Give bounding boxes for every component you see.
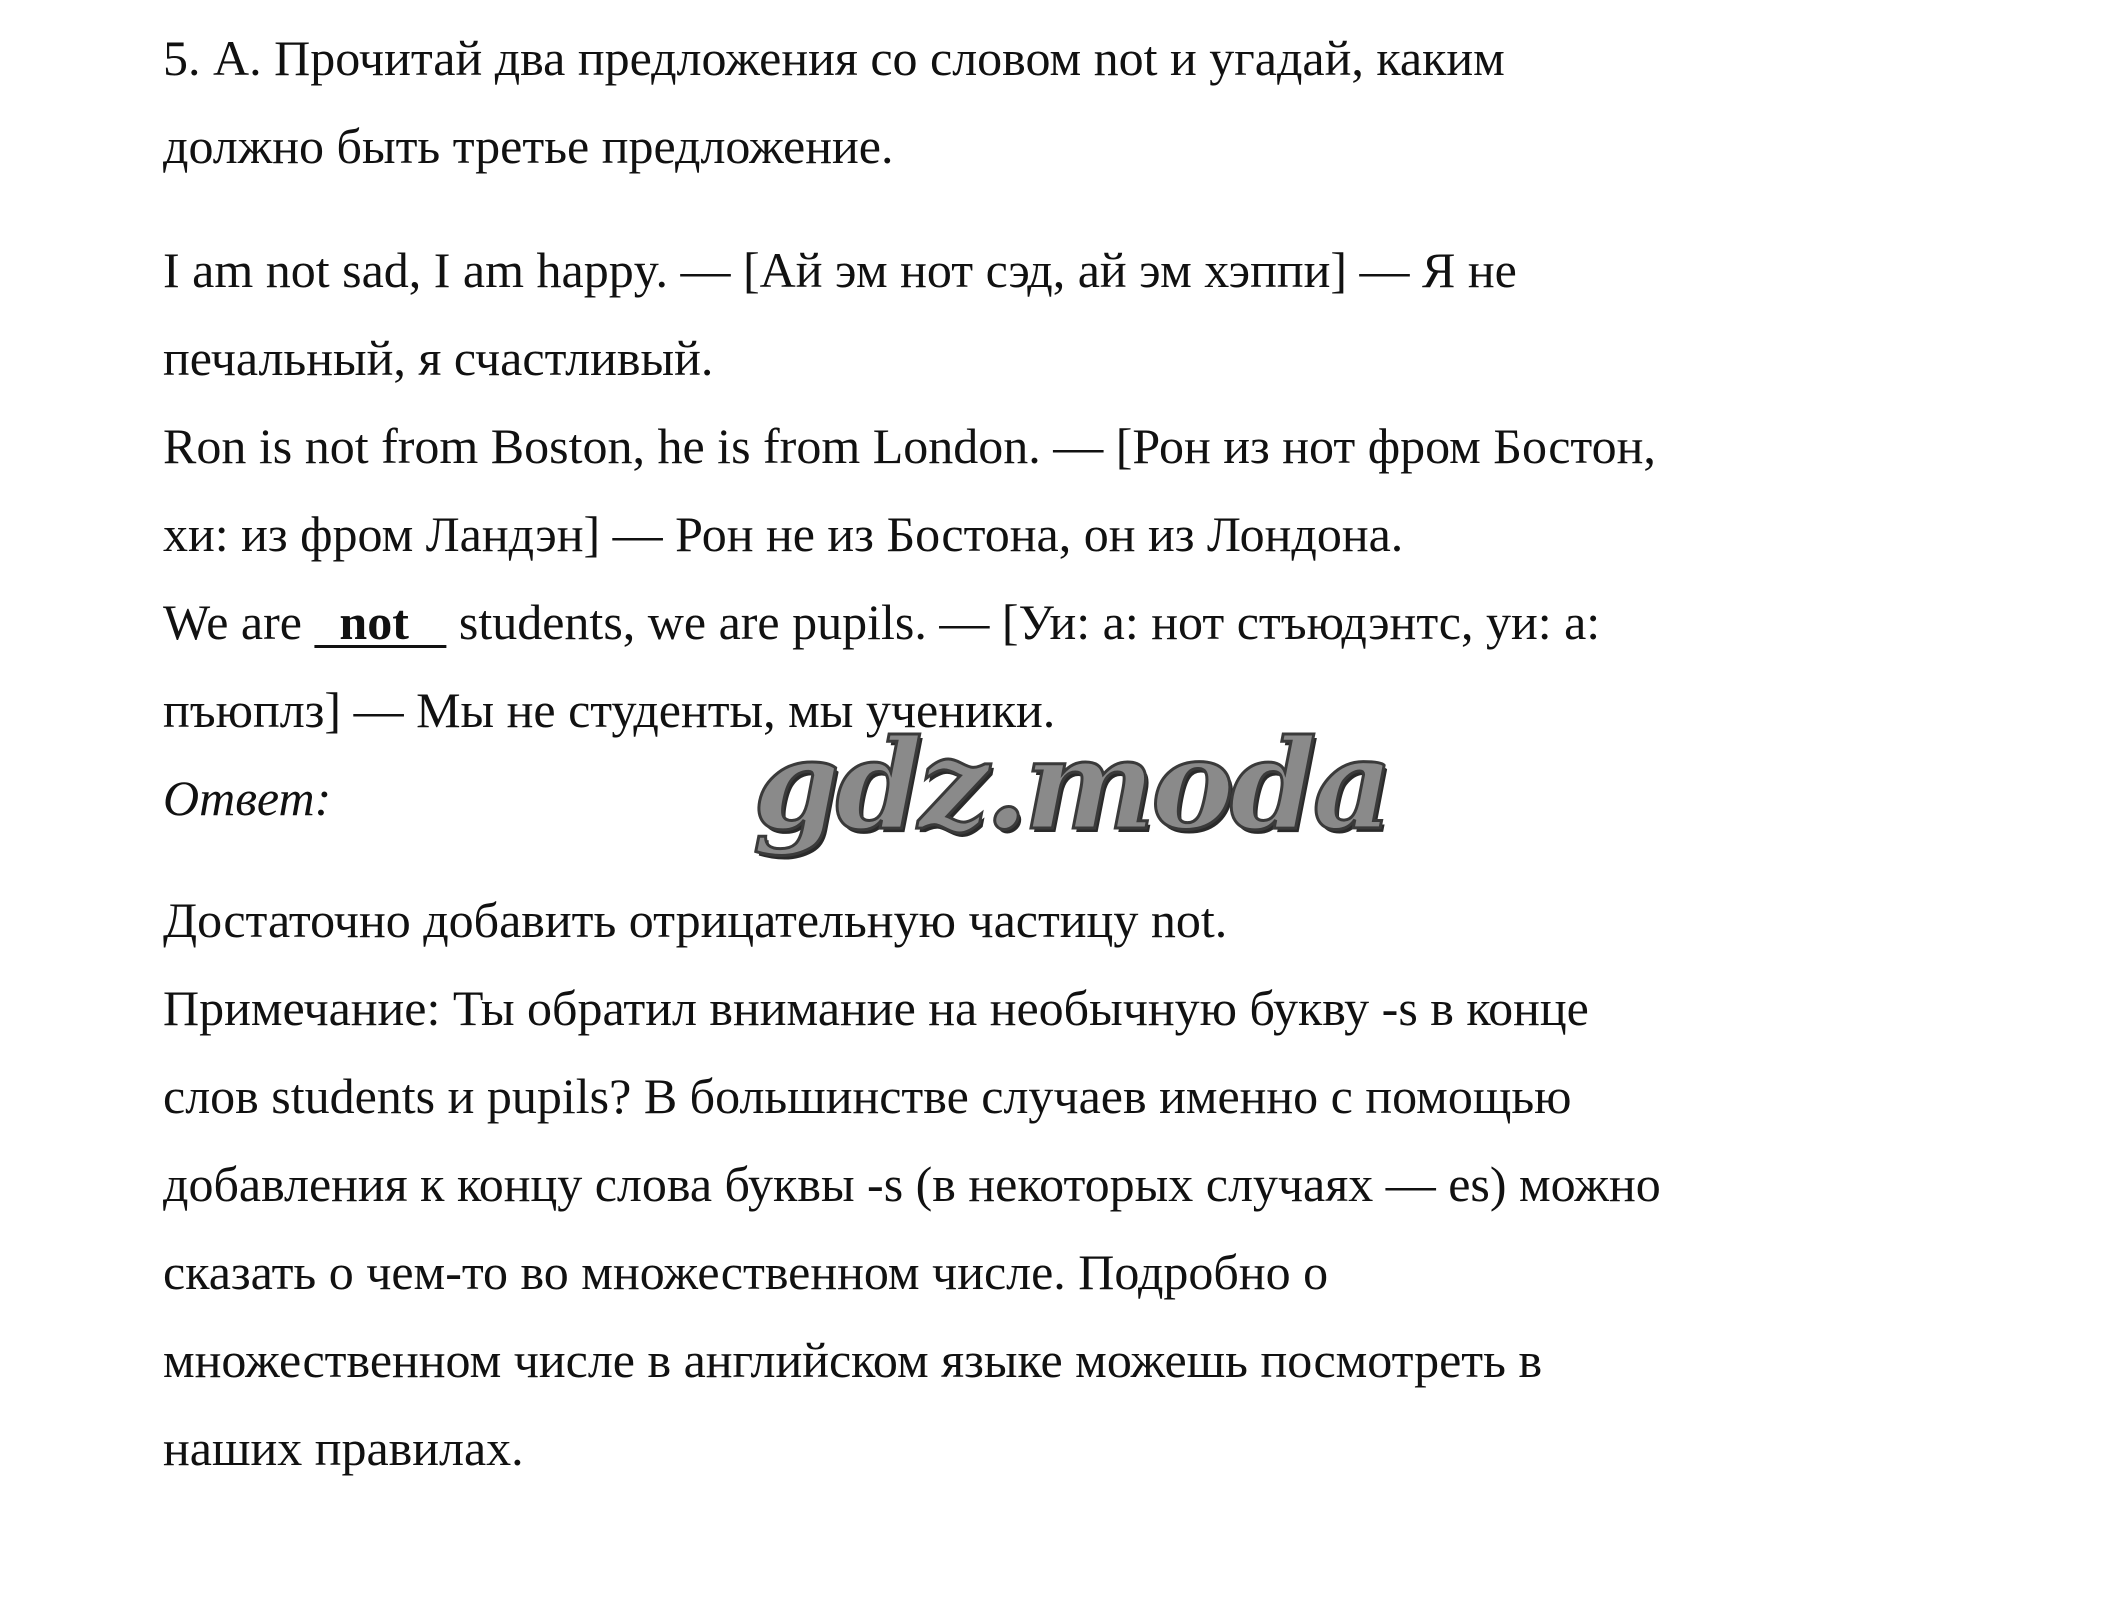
answer-line-1: Достаточно добавить отрицательную частицу not. xyxy=(163,892,1228,948)
example-1-line-2: печальный, я счастливый. xyxy=(163,330,714,386)
answer-line-2: Примечание: Ты обратил внимание на необычную букву -s в конце xyxy=(163,980,1589,1036)
task-title-line-2: должно быть третье предложение. xyxy=(163,118,894,174)
answer-line-5: сказать о чем-то во множественном числе. Подробно о xyxy=(163,1244,1329,1300)
spacer xyxy=(163,190,1963,226)
answer-label: Ответ: xyxy=(163,770,332,826)
answer-line-4: добавления к концу слова буквы -s (в некоторых случаях — es) можно xyxy=(163,1156,1661,1212)
example-3-line-2: пъюплз] — Мы не студенты, мы ученики. xyxy=(163,682,1056,738)
example-2-line-1: Ron is not from Boston, he is from London. — [Рон из нот фром Бостон, xyxy=(163,418,1656,474)
answer-row xyxy=(163,713,1963,858)
example-3-filled-blank: not xyxy=(314,594,447,650)
example-1-line-1: I am not sad, I am happy. — [Ай эм нот сэд, ай эм хэппи] — Я не xyxy=(163,242,1517,298)
answer-line-3: слов students и pupils? В большинстве случаев именно с помощью xyxy=(163,1068,1572,1124)
answer-line-7: наших правилах. xyxy=(163,1420,524,1476)
document-page xyxy=(163,14,1963,1492)
answer-line-6: множественном числе в английском языке можешь посмотреть в xyxy=(163,1332,1543,1388)
example-2-line-2: хи: из фром Ландэн] — Рон не из Бостона, он из Лондона. xyxy=(163,506,1404,562)
task-title-line-1: 5. А. Прочитай два предложения со словом not и угадай, каким xyxy=(163,30,1505,86)
watermark-logo: gdz.moda xyxy=(753,713,1389,858)
example-3-before: We are xyxy=(163,594,315,650)
example-3-line-1 xyxy=(163,578,1963,666)
example-3-after: students, we are pupils. — [Уи: а: нот стъюдэнтс, уи: а: xyxy=(446,594,1601,650)
